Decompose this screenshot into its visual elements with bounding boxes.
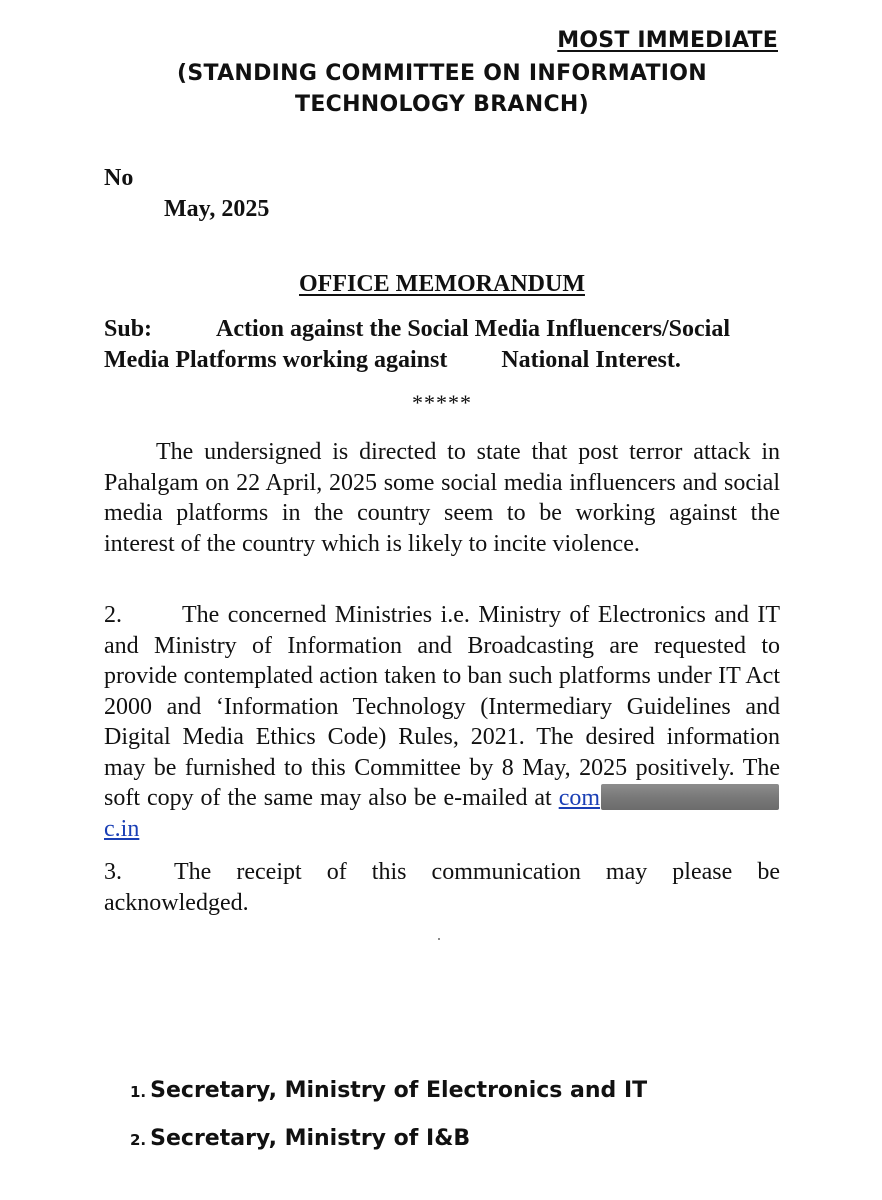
stray-dot [438,938,440,940]
subject-line2 [104,345,780,376]
paragraph-3-number: 3. [104,859,122,885]
email-prefix: com [558,785,601,811]
recipient-item [130,1126,470,1151]
paragraph-1: The undersigned is directed to state that post terror attack in Pahalgam on 22 April, 2025 some social media influencers and social media platforms in the country seem to be working against the interest of the country which is likely to incite violence. [104,439,780,557]
branch-heading-line1: (STANDING COMMITTEE ON INFORMATION [176,61,708,86]
subject-label: Sub: [104,316,153,342]
branch-heading [104,58,780,120]
paragraph-3 [104,857,780,918]
priority-marking: MOST IMMEDIATE [557,28,778,53]
branch-heading-line2: TECHNOLOGY BRANCH) [295,92,589,117]
recipient-item [130,1078,647,1103]
memo-title: OFFICE MEMORANDUM [299,271,585,297]
subject-text-line2a: Media Platforms working against [104,347,448,373]
reference-date: May, 2025 [164,196,270,222]
subject-text-line1: Action against the Social Media Influencers/Social [216,316,730,342]
separator-stars: ***** [412,390,472,415]
recipient-label: Secretary, Ministry of I&B [150,1126,471,1151]
paragraph-2 [104,600,780,844]
email-suffix: c.in [104,815,140,842]
recipient-label: Secretary, Ministry of Electronics and IT [150,1078,648,1103]
paragraph-3-text: The receipt of this communication may please be acknowledged. [104,859,780,916]
recipient-number: 1. [130,1083,147,1101]
recipient-number: 2. [130,1131,147,1149]
subject-text-line2b: National Interest. [501,347,681,373]
paragraph-2-text: The concerned Ministries i.e. Ministry of Electronics and IT and Ministry of Information and Broadcasting are requested to provide contemplated action taken to ban such platforms under IT Act 2000 and ‘Information Technology (Intermediary Guidelines and Digital Media Ethics Code) Rules, 2021. The desired information may be furnished to this Committee by 8 May, 2025 positively. The soft copy of the same may also be e-mailed at [104,602,780,811]
reference-number-label: No [104,165,134,191]
paragraph-2-number: 2. [104,602,122,628]
subject-line1 [104,314,780,345]
redaction-block [601,784,779,810]
memo-subject [104,314,780,376]
